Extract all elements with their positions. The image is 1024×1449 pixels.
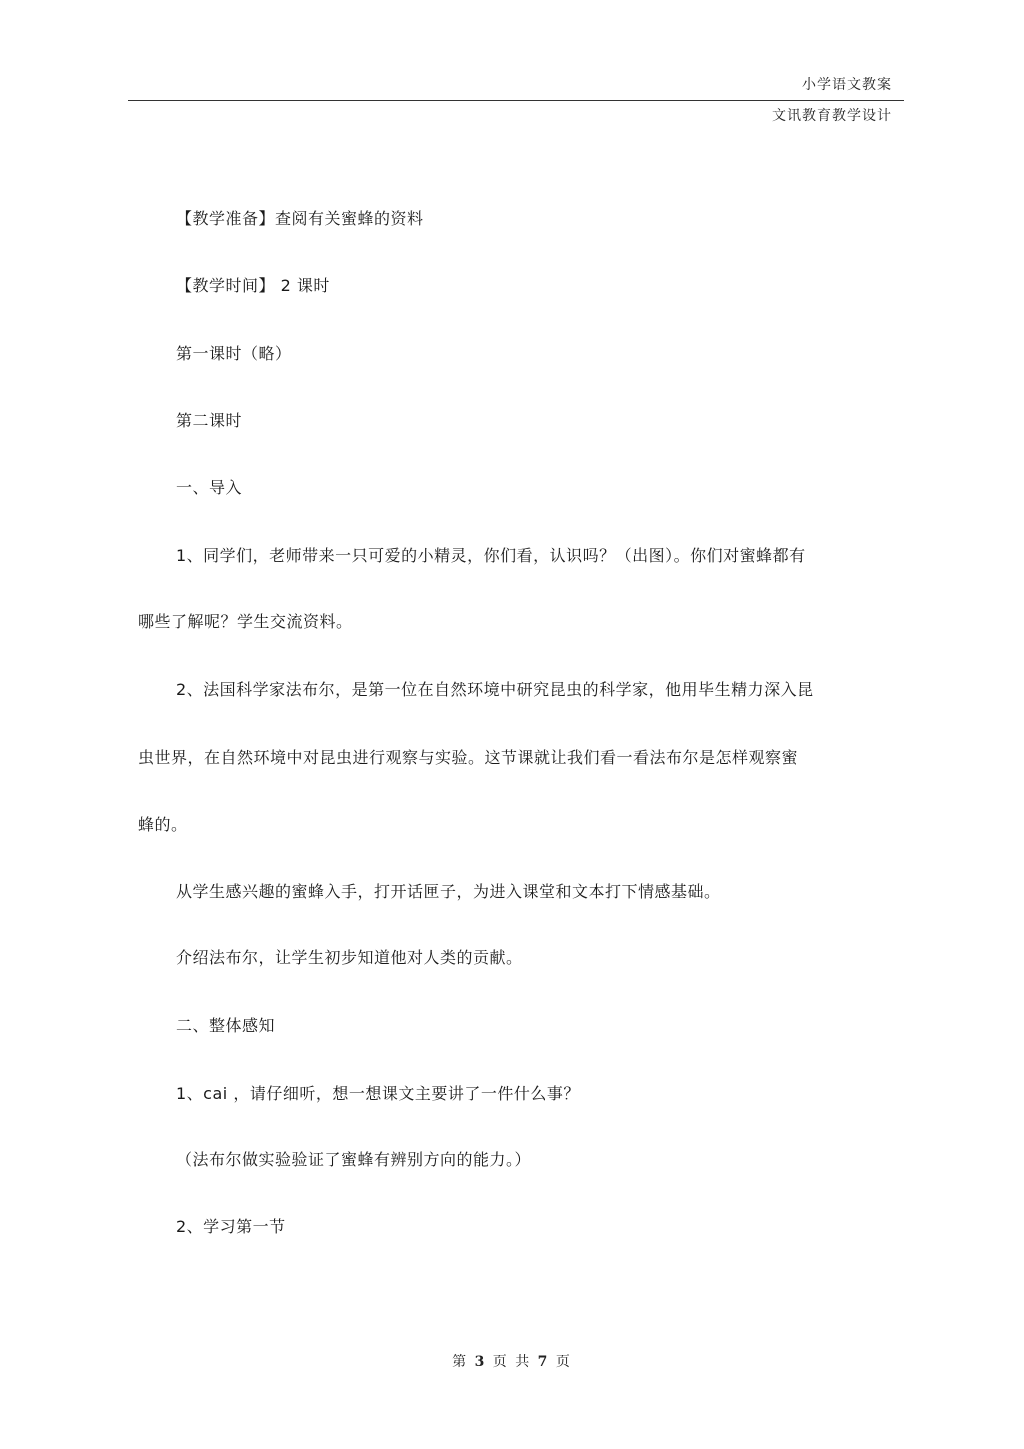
body-line: 2、法国科学家法布尔，是第一位在自然环境中研究昆虫的科学家，他用毕生精力深入昆 <box>176 680 814 699</box>
body-line: 【教学准备】查阅有关蜜蜂的资料 <box>176 209 424 228</box>
footer-prefix: 第 <box>452 1354 469 1370</box>
header-rule <box>128 100 904 101</box>
body-line: 介绍法布尔，让学生初步知道他对人类的贡献。 <box>176 948 523 967</box>
page-footer <box>0 1351 1024 1371</box>
body-line: 第一课时（略） <box>176 344 292 363</box>
page-header-title: 小学语文教案 <box>802 77 892 93</box>
footer-suffix: 页 <box>555 1354 572 1370</box>
footer-middle: 页 共 <box>492 1354 532 1370</box>
body-line: 从学生感兴趣的蜜蜂入手，打开话匣子，为进入课堂和文本打下情感基础。 <box>176 882 721 901</box>
body-line: 第二课时 <box>176 411 243 430</box>
body-line: 虫世界，在自然环境中对昆虫进行观察与实验。这节课就让我们看一看法布尔是怎样观察蜜 <box>138 748 799 767</box>
total-pages-number: 7 <box>537 1354 550 1370</box>
body-line: 2、学习第一节 <box>176 1217 286 1236</box>
section-heading: 二、整体感知 <box>176 1016 276 1035</box>
body-line: 蜂的。 <box>138 815 188 834</box>
current-page-number: 3 <box>474 1354 487 1370</box>
body-line: 哪些了解呢？学生交流资料。 <box>138 612 353 631</box>
body-line: （法布尔做实验验证了蜜蜂有辨别方向的能力。） <box>176 1150 532 1169</box>
body-line: 1、cai ，请仔细听，想一想课文主要讲了一件什么事？ <box>176 1084 580 1103</box>
section-heading: 一、导入 <box>176 478 243 497</box>
page-header-subtitle: 文讯教育教学设计 <box>772 108 892 124</box>
body-line: 1、同学们，老师带来一只可爱的小精灵，你们看，认识吗？（出图）。你们对蜜蜂都有 <box>176 546 806 565</box>
body-line: 【教学时间】 2 课时 <box>176 276 330 295</box>
